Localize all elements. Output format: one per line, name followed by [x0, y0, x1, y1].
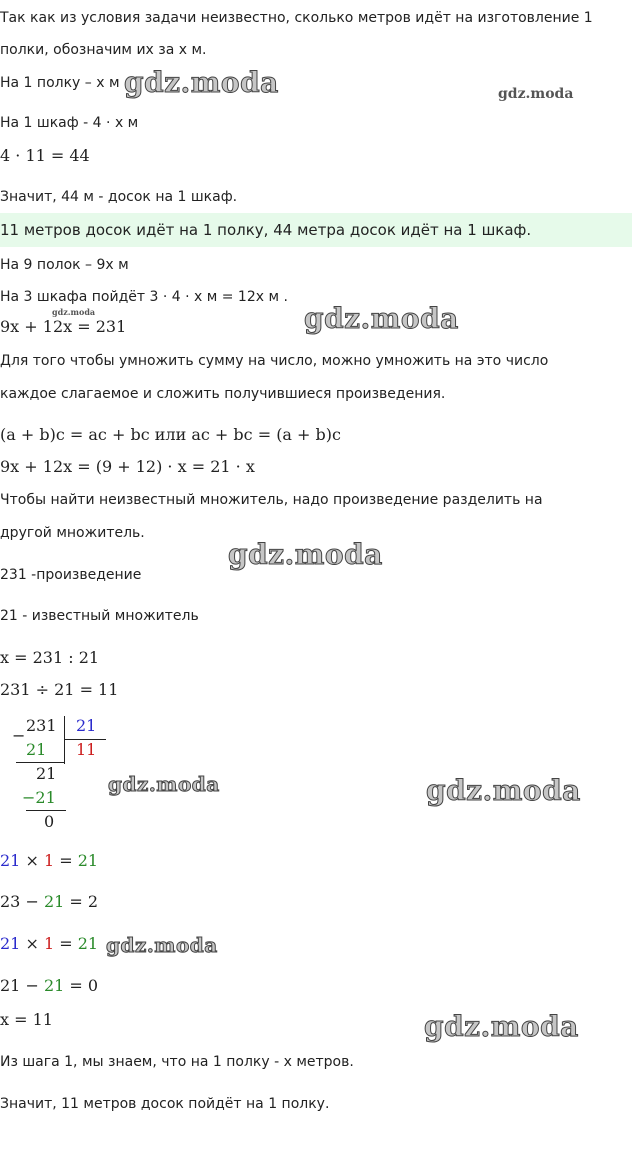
- division-sub-2: −21: [22, 788, 56, 807]
- step3-eq: =: [59, 934, 73, 953]
- division-remainder-1: 21: [36, 764, 57, 783]
- step3-a: 21: [0, 934, 21, 953]
- text-line-28: Из шага 1, мы знаем, что на 1 полку - x метров.: [0, 1054, 354, 1070]
- text-line-12: каждое слагаемое и сложить получившиеся произведения.: [0, 386, 446, 402]
- equation-21x: 9x + 12x = (9 + 12) · x = 21 · x: [0, 457, 255, 476]
- step2-eq: =: [69, 892, 83, 911]
- step4-b: 21: [43, 976, 65, 995]
- step-21-21: [0, 976, 98, 996]
- step-23-21: [0, 892, 98, 912]
- division-sub-1: 21: [26, 740, 47, 759]
- answer-statement: 11 метров досок идёт на 1 полку, 44 метра досок идёт на 1 шкаф.: [0, 221, 532, 239]
- watermark-logo: gdz.moda: [426, 774, 581, 807]
- division-vertical-bar: [64, 716, 65, 764]
- watermark-logo: gdz.moda: [228, 538, 383, 571]
- distributive-law: (a + b)c = ac + bc или ac + bc = (a + b)c: [0, 425, 341, 444]
- text-line-17: 231 -произведение: [0, 567, 142, 583]
- division-minus-1: −: [12, 726, 26, 745]
- equation-9x-12x: 9x + 12x = 231: [0, 317, 127, 336]
- equation-x-div: x = 231 : 21: [0, 648, 100, 667]
- watermark-logo-small: gdz.moda: [498, 86, 574, 102]
- text-line-15: Чтобы найти неизвестный множитель, надо произведение разделить на: [0, 492, 543, 508]
- step2-op: −: [25, 892, 39, 911]
- text-line-11: Для того чтобы умножить сумму на число, можно умножить на это число: [0, 353, 549, 369]
- watermark-logo: gdz.moda: [106, 933, 218, 957]
- text-line-3: На 1 полку – x м: [0, 75, 120, 91]
- text-line-4: На 1 шкаф - 4 · x м: [0, 115, 139, 131]
- division-rule-1: [16, 762, 64, 763]
- equation-x-11: x = 11: [0, 1010, 53, 1029]
- step2-b: 21: [43, 892, 65, 911]
- step3-op: ×: [25, 934, 39, 953]
- text-line-6: Значит, 44 м - досок на 1 шкаф.: [0, 189, 238, 205]
- watermark-logo: gdz.moda: [124, 66, 279, 99]
- text-line-1: Так как из условия задачи неизвестно, сколько метров идёт на изготовление 1: [0, 10, 593, 26]
- division-dividend: 231: [26, 716, 57, 735]
- step2-a: 23: [0, 892, 21, 911]
- equation-4x11: 4 · 11 = 44: [0, 146, 90, 165]
- watermark-logo: gdz.moda: [424, 1010, 579, 1043]
- step1-op: ×: [25, 851, 39, 870]
- equation-231-div-21: 231 ÷ 21 = 11: [0, 680, 119, 699]
- watermark-logo: gdz.moda: [304, 302, 459, 335]
- step4-op: −: [25, 976, 39, 995]
- division-divisor: 21: [76, 716, 97, 735]
- step1-b: 1: [43, 851, 55, 870]
- division-quotient: 11: [76, 740, 97, 759]
- division-remainder-2: 0: [44, 812, 55, 831]
- step3-c: 21: [77, 934, 99, 953]
- step1-a: 21: [0, 851, 21, 870]
- step1-eq: =: [59, 851, 73, 870]
- step2-c: 2: [87, 892, 99, 911]
- text-line-18: 21 - известный множитель: [0, 608, 199, 624]
- watermark-logo: gdz.moda: [108, 772, 220, 796]
- text-line-2: полки, обозначим их за x м.: [0, 42, 207, 58]
- division-rule-2: [26, 810, 66, 811]
- watermark-logo-tiny: gdz.moda: [52, 307, 96, 317]
- text-line-9: На 3 шкафа пойдёт 3 · 4 · x м = 12x м .: [0, 289, 288, 305]
- text-line-8: На 9 полок – 9x м: [0, 257, 129, 273]
- step3-b: 1: [43, 934, 55, 953]
- step4-a: 21: [0, 976, 21, 995]
- step1-c: 21: [77, 851, 99, 870]
- step4-eq: =: [69, 976, 83, 995]
- step-21x1: [0, 851, 98, 871]
- text-line-16: другой множитель.: [0, 525, 145, 541]
- step-21x1-b: [0, 934, 98, 954]
- text-line-29: Значит, 11 метров досок пойдёт на 1 полку.: [0, 1096, 330, 1112]
- step4-c: 0: [87, 976, 99, 995]
